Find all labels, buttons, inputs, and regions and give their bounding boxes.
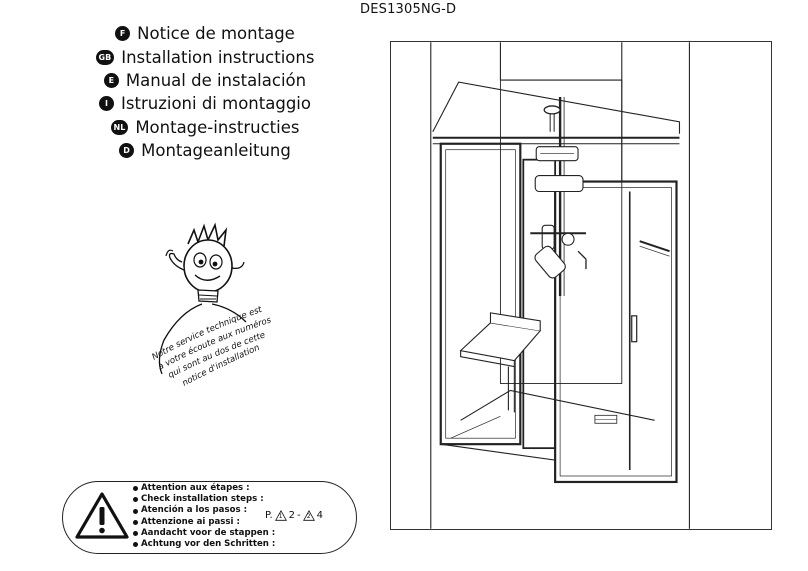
language-badge-es: E	[104, 73, 119, 88]
warning-item	[133, 494, 275, 505]
warning-item	[133, 528, 275, 539]
language-badge-fr: F	[115, 26, 130, 41]
step-triangle-icon	[303, 510, 315, 521]
warning-item	[133, 517, 275, 528]
bullet-icon	[133, 486, 138, 491]
service-note-line-2: à votre écoute aux numéros	[156, 315, 273, 373]
language-title-list	[70, 22, 340, 162]
language-title-fr: Notice de montage	[137, 24, 295, 44]
bullet-icon	[133, 497, 138, 502]
warning-item	[133, 483, 275, 494]
bullet-icon	[133, 531, 138, 536]
warning-page-refs	[265, 510, 323, 521]
bullet-icon	[133, 542, 138, 547]
service-note-line-4: notice d'installation	[180, 342, 262, 389]
language-title-it: Istruzioni di montaggio	[121, 94, 311, 114]
step-number: 2	[306, 513, 311, 520]
step-triangle-icon	[275, 510, 287, 521]
language-row-it	[99, 92, 311, 115]
language-row-es	[104, 69, 306, 92]
step-number: 1	[278, 513, 283, 520]
warning-item	[133, 505, 275, 516]
language-row-nl	[111, 116, 300, 139]
document-code: DES1305NG-D	[360, 2, 457, 17]
service-note-line-3: qui sont au dos de cette	[166, 330, 267, 381]
language-title-de: Montageanleitung	[141, 141, 291, 161]
warning-item-text: Attention aux étapes :	[141, 483, 250, 493]
page-separator: -	[297, 510, 301, 521]
page-prefix: P.	[265, 510, 273, 521]
language-row-fr	[115, 22, 295, 45]
language-badge-nl: NL	[111, 120, 129, 135]
language-title-nl: Montage-instructies	[135, 117, 300, 137]
warning-item-text: Atención a los pasos :	[141, 505, 248, 516]
warning-box	[62, 481, 357, 554]
language-badge-de: D	[119, 143, 134, 158]
step-page: 2	[288, 510, 296, 521]
language-title-es: Manual de instalación	[125, 70, 307, 90]
language-row-de	[119, 139, 291, 162]
warning-item-text: Attenzione ai passi :	[141, 516, 240, 527]
language-row-gb	[96, 45, 315, 68]
language-badge-gb: GB	[96, 50, 115, 65]
bullet-icon	[133, 509, 138, 514]
shower-enclosure-illustration	[390, 41, 772, 530]
warning-item-text: Check installation steps :	[141, 494, 264, 505]
warning-triangle-icon	[73, 490, 131, 542]
service-note	[140, 290, 300, 390]
warning-item-text: Achtung vor den Schritten :	[141, 539, 276, 550]
language-title-gb: Installation instructions	[121, 47, 315, 67]
shower-illustration-icon	[391, 42, 771, 529]
service-note-line-1: Notre service technique est	[150, 304, 264, 363]
step-page: 4	[316, 510, 324, 521]
warning-item	[133, 539, 275, 550]
language-badge-it: I	[99, 96, 114, 111]
bullet-icon	[133, 520, 138, 525]
warning-item-text: Aandacht voor de stappen :	[141, 527, 276, 538]
warning-step-list	[133, 483, 275, 550]
